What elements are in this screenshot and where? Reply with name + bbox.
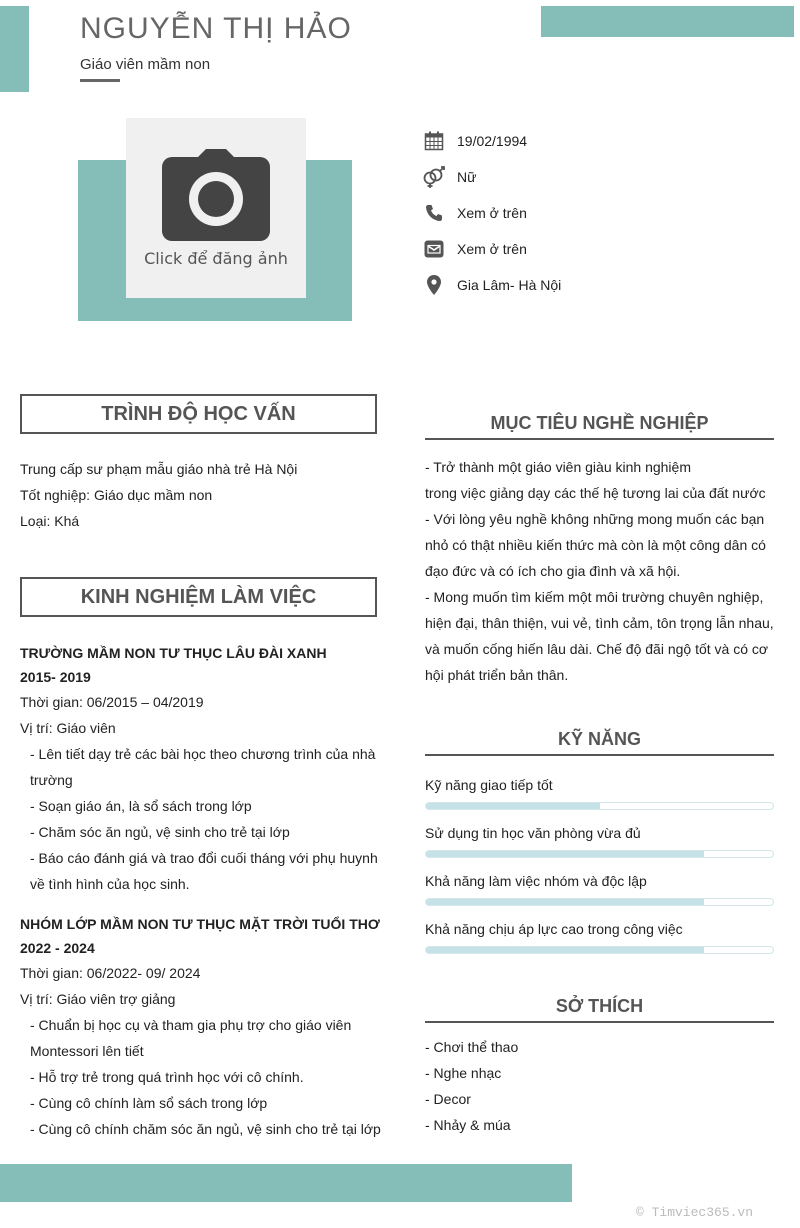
objective-line: - Mong muốn tìm kiếm một môi trường chuyên nghiệp, (425, 589, 764, 605)
skills-heading: KỸ NĂNG (425, 716, 774, 756)
info-phone (422, 201, 527, 225)
calendar-icon (422, 129, 446, 153)
skill-bar (425, 898, 774, 906)
objective-line: đạo đức và có ích cho gia đình và xã hội. (425, 563, 681, 579)
objective-line: nhỏ có thật nhiều kiến thức mà còn là một công dân có (425, 537, 766, 553)
job-duty: - Cùng cô chính làm sổ sách trong lớp (30, 1095, 268, 1111)
hobby-item: - Nhảy & múa (425, 1117, 511, 1133)
skill-name: Khả năng chịu áp lực cao trong công việc (425, 921, 683, 937)
hobby-item: - Nghe nhạc (425, 1065, 502, 1081)
top-left-accent (0, 6, 29, 92)
email-value: Xem ở trên (457, 241, 527, 257)
info-address (422, 273, 561, 297)
phone-value: Xem ở trên (457, 205, 527, 221)
job-position: Vị trí: Giáo viên trợ giảng (20, 991, 176, 1007)
job-time: Thời gian: 06/2015 – 04/2019 (20, 694, 204, 710)
phone-icon (422, 201, 446, 225)
info-email (422, 237, 527, 261)
skill-bar (425, 850, 774, 858)
objective-line: hiện đại, thân thiện, vui vẻ, tình cảm, tôn trọng lẫn nhau, (425, 615, 774, 631)
location-icon (422, 273, 446, 297)
experience-heading: KINH NGHIỆM LÀM VIỆC (20, 577, 377, 617)
job-duty: - Chuẩn bị học cụ và tham gia phụ trợ cho giáo viên (30, 1017, 352, 1033)
education-heading: TRÌNH ĐỘ HỌC VẤN (20, 394, 377, 434)
hobby-item: - Decor (425, 1091, 471, 1107)
objective-line: và muốn cống hiến lâu dài. Chế độ đãi ngộ tốt và có cơ (425, 641, 769, 657)
job-duty: trường (30, 772, 73, 788)
photo-upload-label: Click để đăng ảnh (144, 248, 288, 268)
photo-upload[interactable] (126, 118, 306, 298)
job-duty: - Hỗ trợ trẻ trong quá trình học với cô chính. (30, 1069, 304, 1085)
bottom-accent-bar (0, 1164, 572, 1202)
job-duty: - Lên tiết dạy trẻ các bài học theo chương trình của nhà (30, 746, 376, 762)
objective-line: - Với lòng yêu nghề không những mong muốn các bạn (425, 511, 765, 527)
job-duty: - Chăm sóc ăn ngủ, vệ sinh cho trẻ tại lớp (30, 824, 290, 840)
info-birthdate (422, 129, 527, 153)
education-line: Tốt nghiệp: Giáo dục mầm non (20, 487, 213, 503)
job-position: Vị trí: Giáo viên (20, 720, 116, 736)
job-title: Giáo viên mầm non (80, 56, 211, 73)
job-duty: Montessori lên tiết (30, 1043, 144, 1059)
job-time: Thời gian: 06/2022- 09/ 2024 (20, 965, 201, 981)
objective-line: trong việc giảng dạy các thế hệ tương lai của đất nước (425, 485, 766, 501)
education-line: Trung cấp sư phạm mẫu giáo nhà trẻ Hà Nội (20, 461, 298, 477)
camera-icon (162, 149, 270, 243)
top-right-accent (541, 6, 794, 37)
skill-name: Kỹ năng giao tiếp tốt (425, 777, 553, 793)
job-duty: - Soạn giáo án, là sổ sách trong lớp (30, 798, 252, 814)
job-duty: - Báo cáo đánh giá và trao đổi cuối tháng với phụ huynh (30, 850, 378, 866)
skill-name: Khả năng làm việc nhóm và độc lập (425, 873, 647, 889)
address-value: Gia Lâm- Hà Nội (457, 277, 562, 293)
birthdate-value: 19/02/1994 (457, 133, 528, 149)
skill-bar-fill (426, 803, 600, 809)
skill-bar-fill (426, 947, 704, 953)
email-icon (422, 237, 446, 261)
candidate-name: NGUYỄN THỊ HẢO (80, 12, 352, 45)
objective-line: - Trở thành một giáo viên giàu kinh nghiệm (425, 459, 691, 475)
skill-name: Sử dụng tin học văn phòng vừa đủ (425, 825, 641, 841)
job-duty: - Cùng cô chính chăm sóc ăn ngủ, vệ sinh cho trẻ tại lớp (30, 1121, 381, 1137)
objective-line: hội phát triển bản thân. (425, 667, 569, 683)
job-years: 2022 - 2024 (20, 940, 95, 956)
job-company: TRƯỜNG MẦM NON TƯ THỤC LÂU ĐÀI XANH (20, 645, 327, 661)
title-underline (80, 79, 120, 82)
gender-value: Nữ (457, 169, 477, 185)
education-line: Loại: Khá (20, 513, 80, 529)
info-gender (422, 165, 476, 189)
job-years: 2015- 2019 (20, 669, 91, 685)
job-company: NHÓM LỚP MẦM NON TƯ THỤC MẶT TRỜI TUỔI THƠ (20, 916, 380, 932)
hobby-item: - Chơi thể thao (425, 1039, 519, 1055)
skill-bar-fill (426, 851, 704, 857)
skill-bar (425, 946, 774, 954)
objective-heading: MỤC TIÊU NGHỀ NGHIỆP (425, 400, 774, 440)
skill-bar (425, 802, 774, 810)
skill-bar-fill (426, 899, 704, 905)
hobbies-heading: SỞ THÍCH (425, 983, 774, 1023)
gender-icon (422, 165, 446, 189)
job-duty: về tình hình của học sinh. (30, 876, 190, 892)
copyright-watermark: © Timviec365.vn (636, 1205, 754, 1220)
